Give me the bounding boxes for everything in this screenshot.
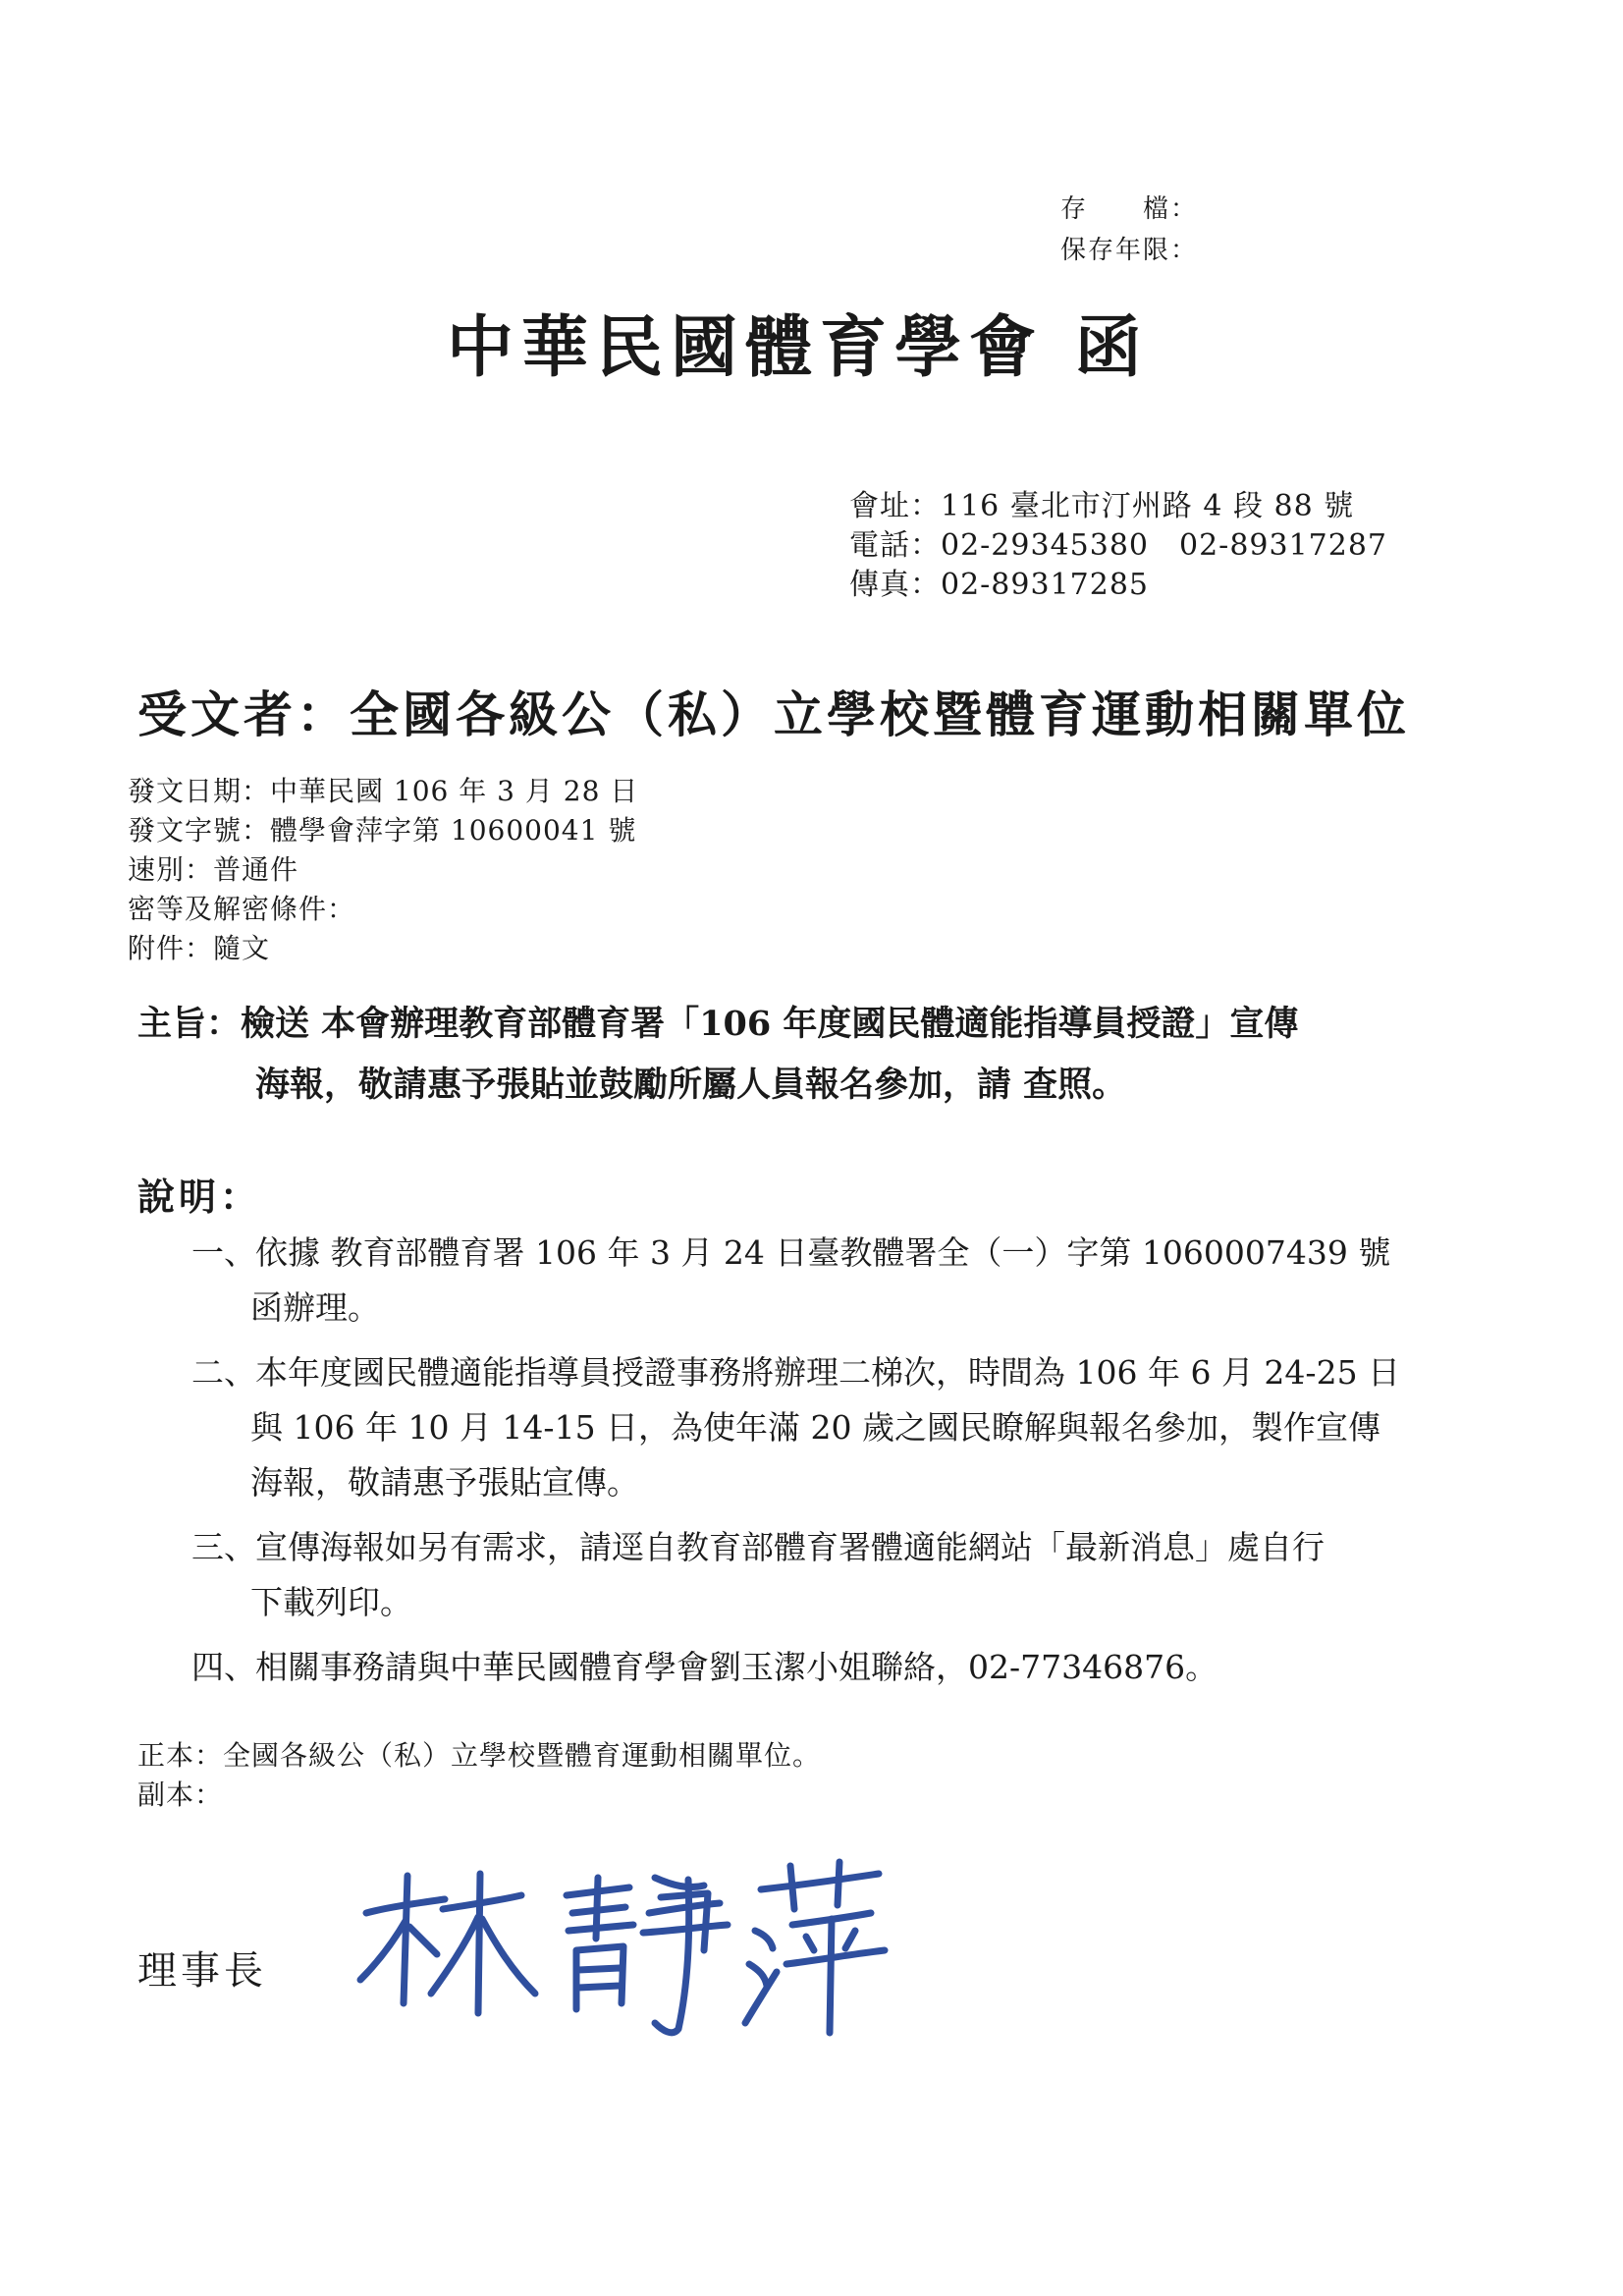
explanation-item — [191, 1345, 1400, 1510]
archive-retention: 保存年限： — [1060, 236, 1199, 265]
contact-address: 會址：116 臺北市汀州路 4 段 88 號 — [849, 489, 1355, 523]
meta-speed: 速別：普通件 — [128, 853, 299, 886]
explanation-item-line: 與 106 年 10 月 14-15 日，為使年滿 20 歲之國民瞭解與報名參加，製作宣傳 — [250, 1408, 1381, 1447]
explanation-heading: 說明： — [137, 1175, 262, 1219]
signature-handwriting — [349, 1856, 898, 2043]
copies-block — [137, 1736, 821, 1815]
explanation-item-number: 三、 — [191, 1528, 256, 1566]
explanation-item-line: 依據 教育部體育署 106 年 3 月 24 日臺教體署全（一）字第 1060007439 號 — [255, 1233, 1391, 1272]
explanation-item-line: 相關事務請與中華民國體育學會劉玉潔小姐聯絡，02-77346876。 — [255, 1648, 1218, 1686]
copies-original: 正本：全國各級公（私）立學校暨體育運動相關單位。 — [137, 1739, 822, 1772]
contact-phone: 電話：02-29345380 02-89317287 — [849, 528, 1388, 563]
explanation-item-number: 一、 — [191, 1233, 256, 1272]
subject-block — [137, 994, 1298, 1116]
copies-duplicate: 副本： — [137, 1778, 224, 1811]
subject-line-2: 海報，敬請惠予張貼並鼓勵所屬人員報名參加，請 查照。 — [255, 1065, 1127, 1105]
explanation-item-line: 海報，敬請惠予張貼宣傳。 — [250, 1463, 639, 1502]
meta-block — [128, 772, 638, 968]
archive-filing: 存 檔： — [1060, 194, 1199, 224]
explanation-list — [191, 1226, 1400, 1705]
contact-block — [849, 487, 1387, 605]
meta-attachment: 附件：隨文 — [128, 932, 271, 964]
meta-security: 密等及解密條件： — [128, 893, 356, 925]
chairman-signature — [349, 1856, 898, 2043]
explanation-item-line: 下載列印。 — [250, 1583, 412, 1621]
subject-line-1: 主旨：檢送 本會辦理教育部體育署「106 年度國民體適能指導員授證」宣傳 — [137, 1004, 1299, 1044]
document-title: 中華民國體育學會 函 — [447, 308, 1150, 387]
contact-fax: 傳真：02-89317285 — [849, 568, 1150, 602]
explanation-item-line: 宣傳海報如另有需求，請逕自教育部體育署體適能網站「最新消息」處自行 — [255, 1528, 1325, 1566]
meta-doc-no: 發文字號：體學會萍字第 10600041 號 — [128, 814, 637, 847]
explanation-item — [191, 1520, 1400, 1630]
explanation-item-number: 二、 — [191, 1353, 256, 1392]
explanation-item — [191, 1640, 1400, 1695]
chairman-label: 理事長 — [137, 1948, 267, 1994]
meta-date: 發文日期：中華民國 106 年 3 月 28 日 — [128, 775, 639, 807]
archive-block — [1060, 189, 1198, 271]
explanation-item-line: 函辦理。 — [250, 1288, 380, 1327]
explanation-item-number: 四、 — [191, 1648, 256, 1686]
explanation-item — [191, 1226, 1400, 1336]
explanation-item-line: 本年度國民體適能指導員授證事務將辦理二梯次，時間為 106 年 6 月 24-25 日 — [255, 1353, 1401, 1392]
recipient-line: 受文者：全國各級公（私）立學校暨體育運動相關單位 — [137, 685, 1410, 743]
